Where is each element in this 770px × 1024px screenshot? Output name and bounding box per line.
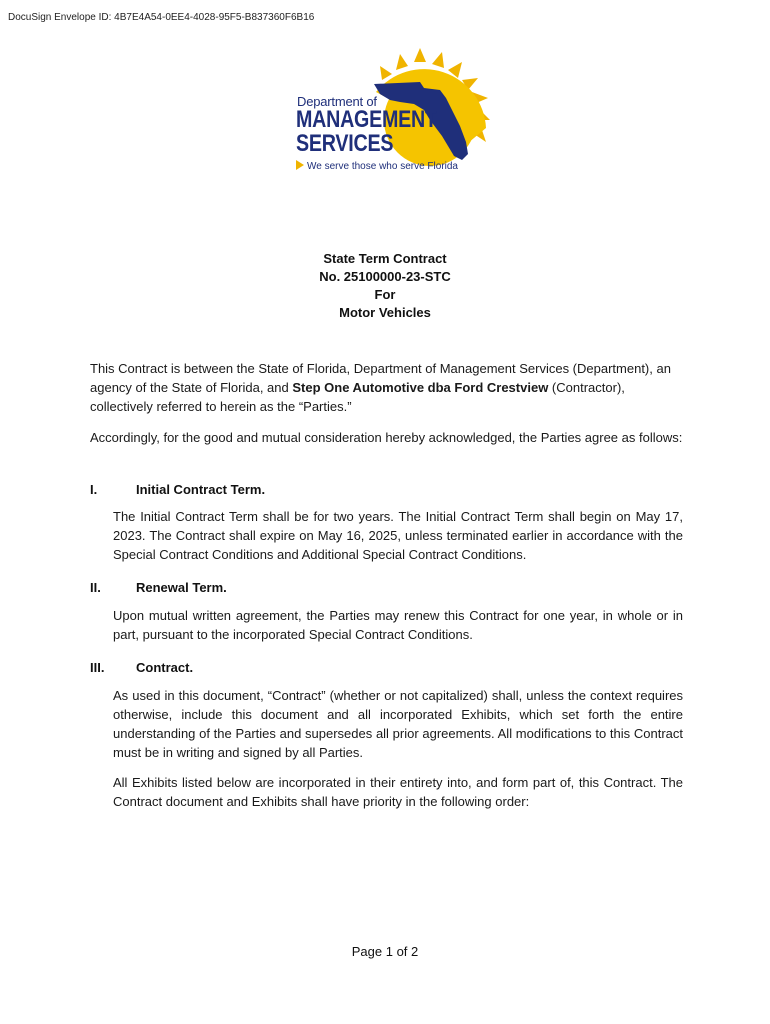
section-heading — [90, 580, 227, 595]
page-number: Page 1 of 2 — [351, 944, 419, 959]
section-heading — [90, 482, 265, 497]
play-arrow-icon — [296, 160, 304, 170]
intro-part-2: (Contractor), collectively referred to herein as the “Parties.” — [90, 380, 625, 414]
intro-paragraph — [90, 359, 685, 416]
title-line-4: Motor Vehicles — [339, 305, 431, 320]
logo-department-text: Department of — [297, 94, 377, 109]
section-title: Contract. — [136, 660, 194, 675]
title-line-1: State Term Contract — [323, 251, 447, 266]
logo-tagline-text: We serve those who serve Florida — [307, 161, 458, 172]
logo-services-text: SERVICES — [296, 130, 394, 157]
title-line-3: For — [374, 287, 396, 302]
section-body: The Initial Contract Term shall be for two years. The Initial Contract Term shall begin on May 17, 2023. The Contract shall expire on May 16, 2025, unless terminated earlier in accordance with the Special Contract Conditions and Additional Special Contract Conditions. — [113, 509, 683, 562]
accordingly-paragraph: Accordingly, for the good and mutual consideration hereby acknowledged, the Parties agree as follows: — [90, 430, 683, 445]
contractor-name: Step One Automotive dba Ford Crestview — [292, 380, 549, 395]
section-body: Upon mutual written agreement, the Parties may renew this Contract for one year, in whole or in part, pursuant to the incorporated Special Contract Conditions. — [113, 608, 683, 642]
title-line-2: No. 25100000-23-STC — [319, 269, 451, 284]
section-title: Renewal Term. — [136, 580, 227, 595]
section-number: II. — [90, 580, 101, 595]
section-number: III. — [90, 660, 105, 675]
section-heading — [90, 660, 193, 675]
dms-logo — [290, 40, 510, 180]
logo-tagline — [296, 160, 458, 172]
section-title: Initial Contract Term. — [136, 482, 266, 497]
section-body-2: All Exhibits listed below are incorporated in their entirety into, and form part of, this Contract. The Contract document and Exhibits shall have priority in the following order: — [113, 775, 683, 809]
logo-management-text: MANAGEMENT — [296, 106, 437, 133]
intro-part-1: This Contract is between the State of Florida, Department of Management Services (Department), an agency of the State of Florida, and — [90, 361, 671, 395]
docusign-envelope-id: DocuSign Envelope ID: 4B7E4A54-0EE4-4028-95F5-B837360F6B16 — [8, 12, 315, 23]
section-body: As used in this document, “Contract” (whether or not capitalized) shall, unless the context requires otherwise, include this document and all incorporated Exhibits, which set forth the entire understanding of the Parties and supersedes all prior agreements. All modifications to this Contract must be in writing and signed by all Parties. — [113, 688, 683, 760]
section-number: I. — [90, 482, 98, 497]
contract-title — [0, 250, 770, 322]
